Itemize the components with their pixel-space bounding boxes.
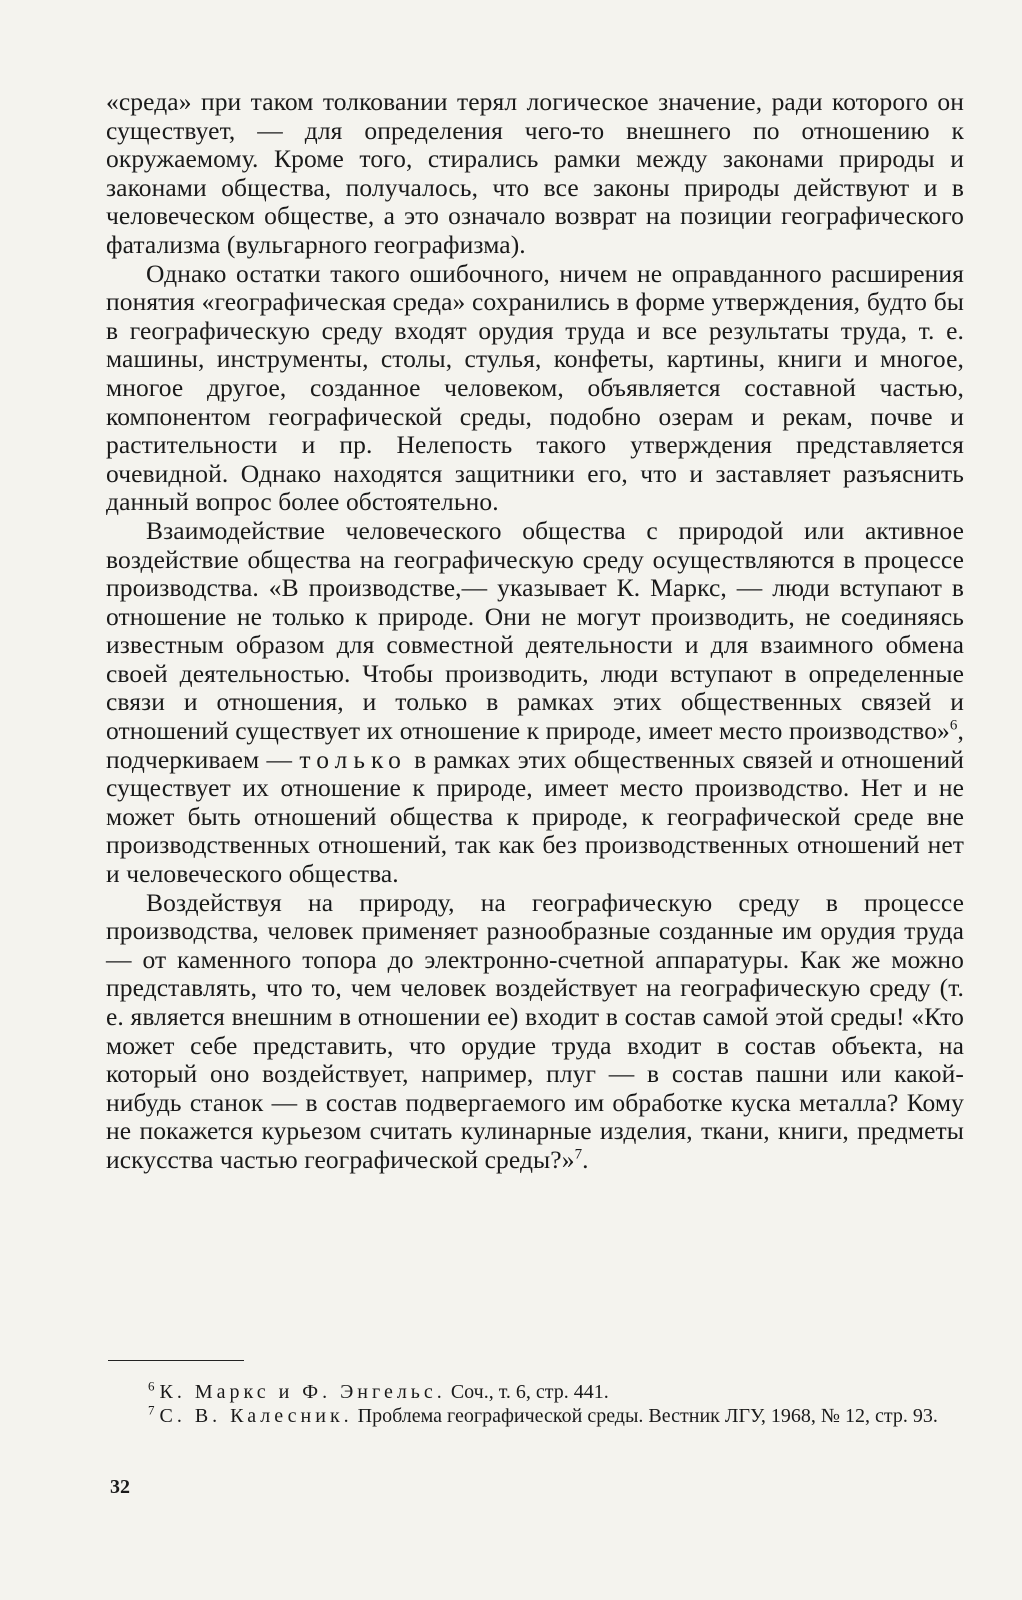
paragraph-text: . [582,1144,589,1174]
footnote-author: К. Маркс и Ф. Энгельс. [159,1381,446,1403]
paragraph-text: Однако остатки такого ошибочного, ничем не оправданного расширения понятия «географическая среда» сохранились в форме утверждения, будто бы в географическую среду входят орудия труда и все результаты труда, т. е. машины, инструменты, столы, стулья, конфеты, картины, книги и многое, многое другое, созданное человеком, объявляется составной частью, компонентом географической среды, подобно озерам и рекам, почве и растительности и пр. Нелепость такого утверждения представляется очевидной. Однако находятся защитники его, что и заставляет разъяснить данный вопрос более обстоятельно. [106,258,964,517]
paragraph [106,260,964,517]
footnote [108,1380,964,1404]
paragraph-text: Взаимодействие человеческого общества с природой или активное воздействие общества на географическую среду осуществляются в процессе производства. «В производстве,— указывает К. Маркс, — люди вступают в отношение не только к природе. Они не могут производить, не соединяясь известным образом для совместной деятельности и для взаимного обмена своей деятельностью. Чтобы производить, люди вступают в определенные связи и отношения, и только в рамках этих общественных связей и отношений существует их отношение к природе, имеет место производство» [106,515,964,746]
page-number: 32 [110,1476,130,1498]
footnote-number: 7 [148,1402,155,1418]
footnotes [108,1380,964,1428]
paragraph-text: Воздействуя на природу, на географическую среду в процессе производства, человек применяет разнообразные созданные им орудия труда — от каменного топора до электронно-счетной аппаратуры. Как же можно представлять, что то, чем человек воздействует на географическую среду (т. е. является внешним в отношении ее) входит в состав самой этой среды! «Кто может себе представить, что орудие труда входит в состав объекта, на который оно воздействует, например, плуг — в состав пашни или какой-нибудь станок — в состав подвергаемого им обработке куска металла? Кому не покажется курьезом считать кулинарные изделия, ткани, книги, предметы искусства частью географической среды?» [106,887,964,1174]
footnote-divider [108,1360,244,1361]
footnote-reference: 6 [949,717,958,734]
main-text [106,88,964,1175]
emphasized-text: только [299,744,407,774]
paragraph-text: , подчеркиваем — [106,716,964,774]
footnote-text: Проблема географической среды. Вестник ЛГУ, 1968, № 12, стр. 93. [352,1405,938,1427]
paragraph [106,88,964,260]
paragraph [106,889,964,1175]
footnote-text: Соч., т. 6, стр. 441. [445,1381,609,1403]
paragraph [106,517,964,889]
footnote-author: С. В. Калесник. [159,1405,353,1427]
paragraph-text: «среда» при таком толковании терял логическое значение, ради которого он существует, — для определения чего-то внешнего по отношению к окружаемому. Кроме того, стирались рамки между законами природы и законами общества, получалось, что все законы природы действуют и в человеческом обществе, а это означало возврат на позиции географического фатализма (вульгарного географизма). [106,87,964,259]
paragraph-text: в рамках этих общественных связей и отношений существует их отношение к природе, имеет место производство. Нет и не может быть отношений общества к природе, к географической среде вне производственных отношений, так как без производственных отношений нет и человеческого общества. [106,744,964,889]
footnote-number: 6 [148,1378,155,1394]
footnote-reference: 7 [574,1146,583,1163]
footnote [108,1404,964,1428]
